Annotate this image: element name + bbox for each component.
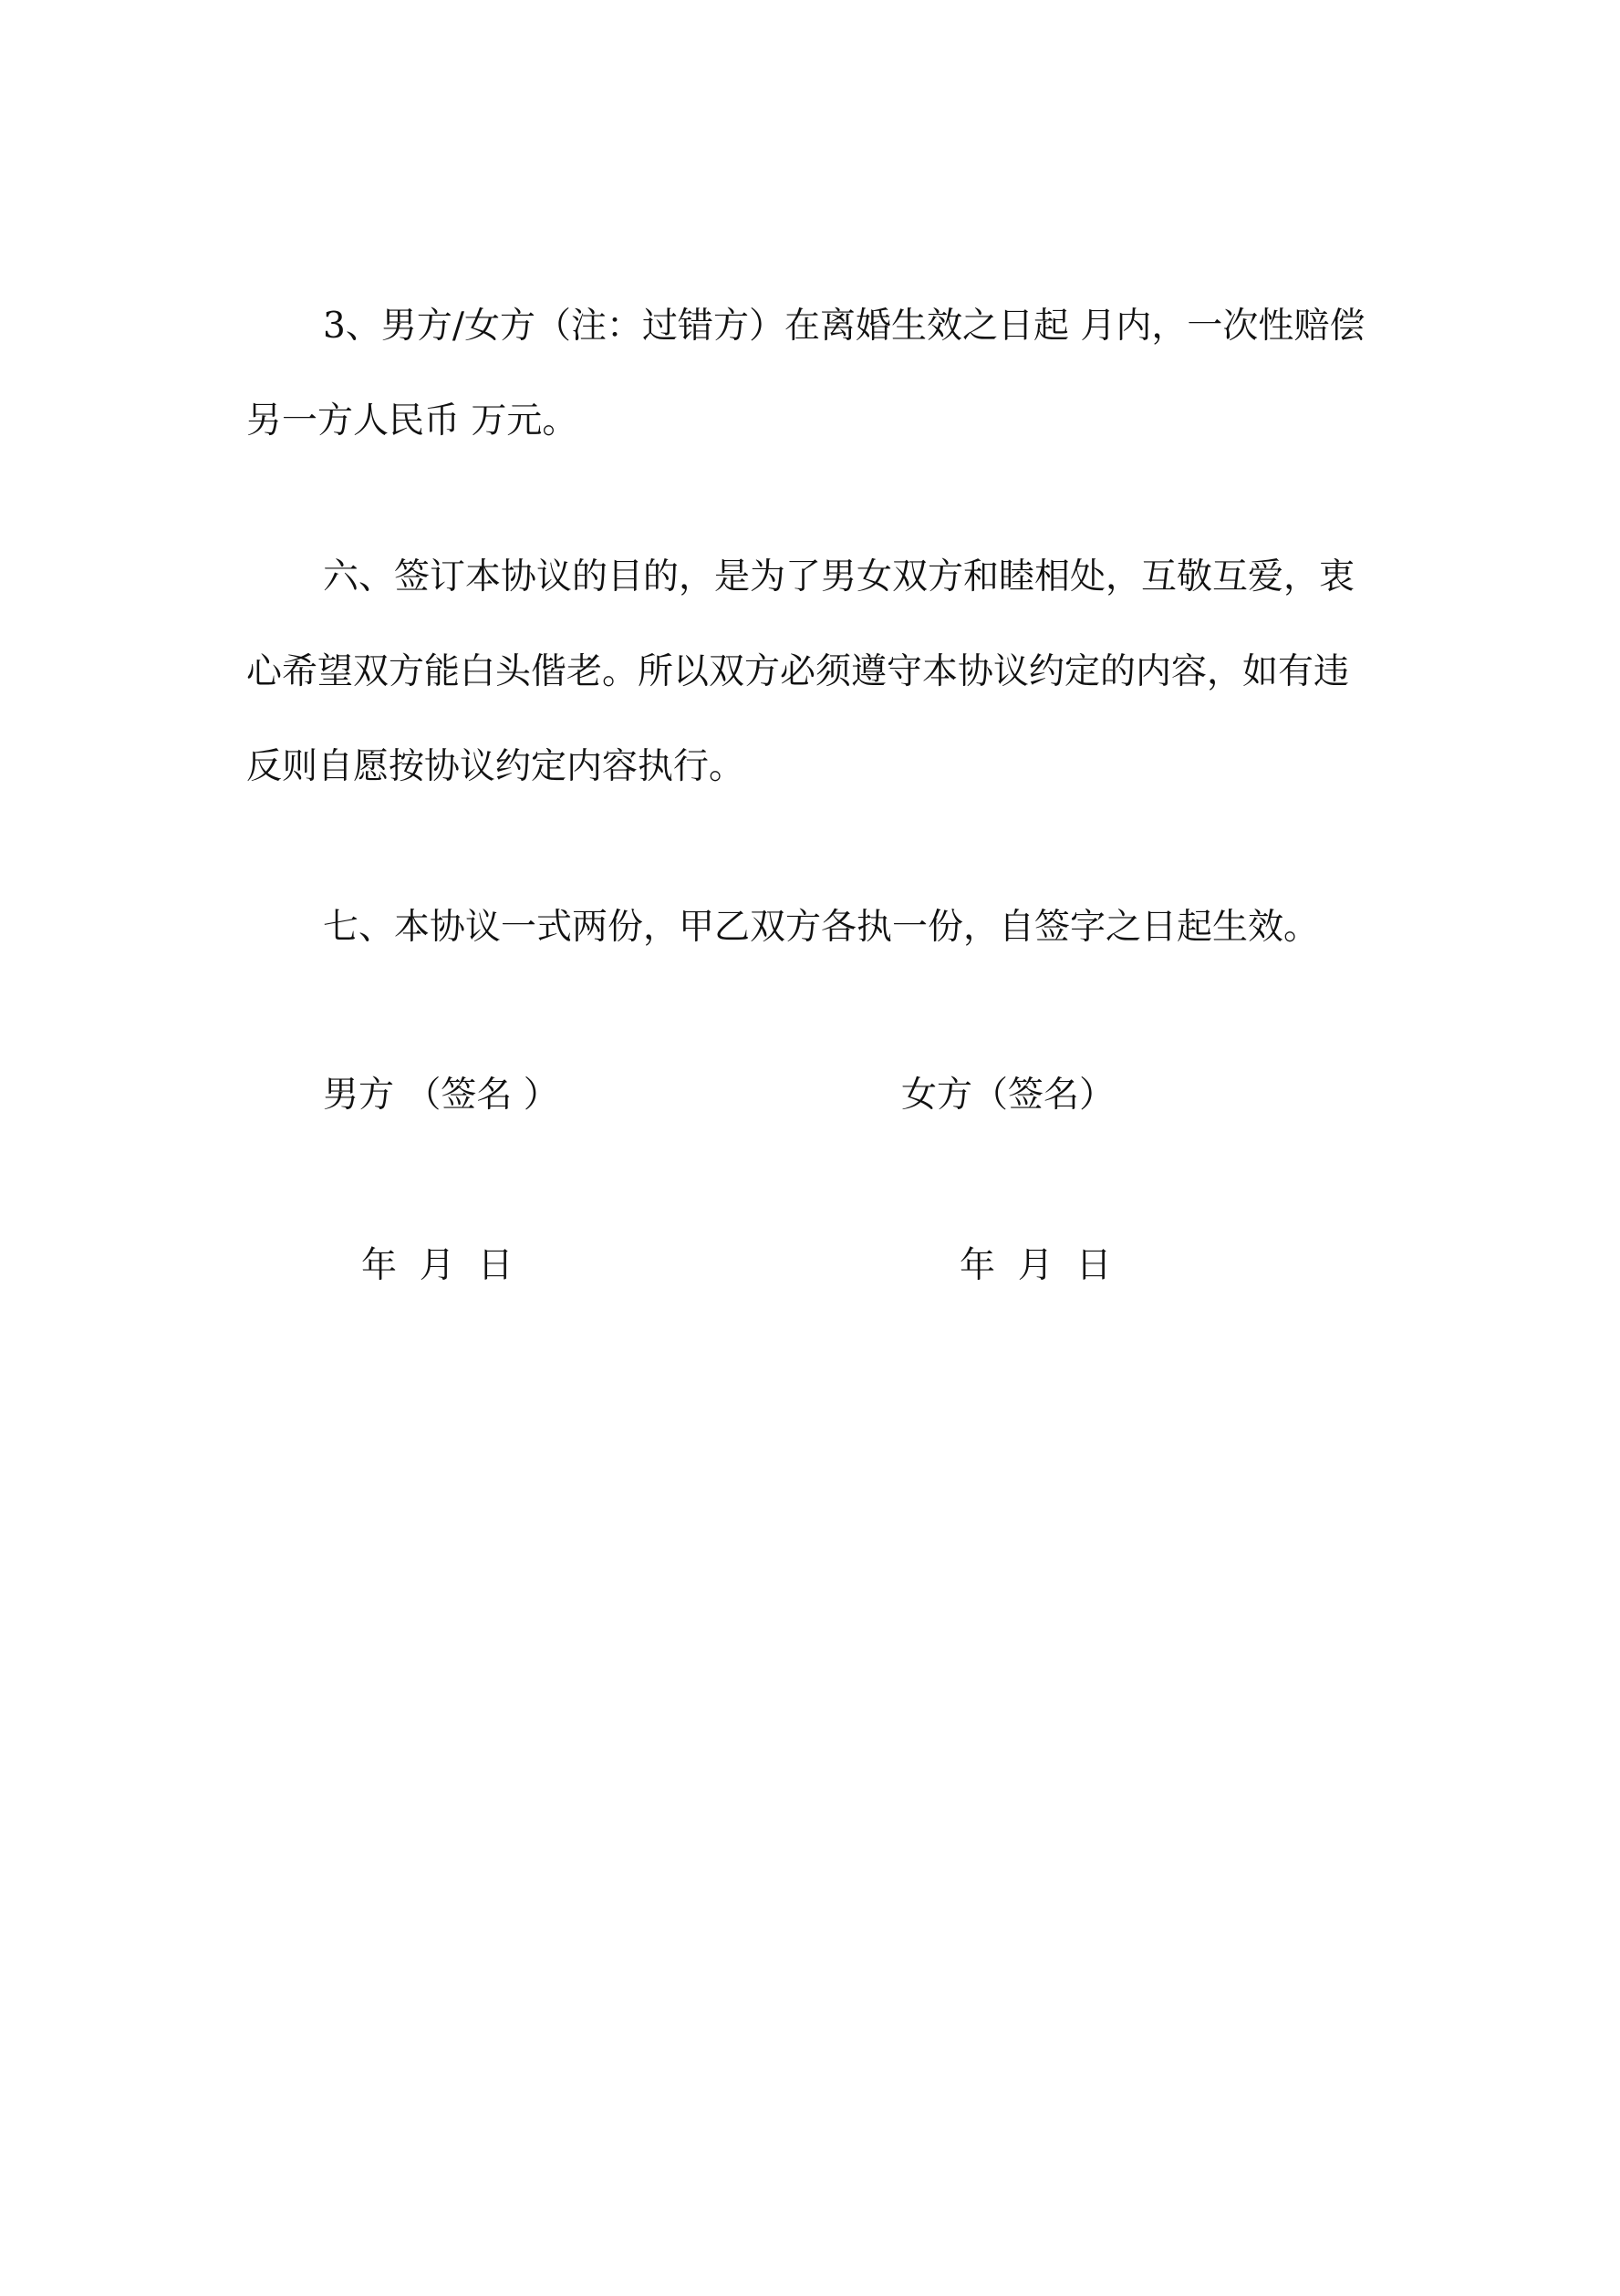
female-signature-line: 女方（签名） bbox=[901, 1075, 1116, 1116]
male-date-line: 年 月 日 bbox=[361, 1245, 514, 1286]
clause-6-purpose: 六、签订本协议的目的，是为了男女双方和睦相处，互敬互爱，衷心希望双方能白头偕老。所以双方必须遵守本协议约定的内容，如有违反则自愿按协议约定内容执行。 bbox=[246, 556, 1355, 787]
clause-3-compensation: 3、男方/女方（注：过错方）在离婚生效之日起 月内，一次性赔偿另一方人民币 万元。 bbox=[246, 306, 1366, 442]
female-date-line: 年 月 日 bbox=[960, 1245, 1112, 1286]
male-signature-line: 男方 （签名 ） bbox=[323, 1075, 559, 1116]
clause-7-effectiveness: 七、本协议一式两份，甲乙双方各执一份，自签字之日起生效。 bbox=[323, 907, 1320, 948]
